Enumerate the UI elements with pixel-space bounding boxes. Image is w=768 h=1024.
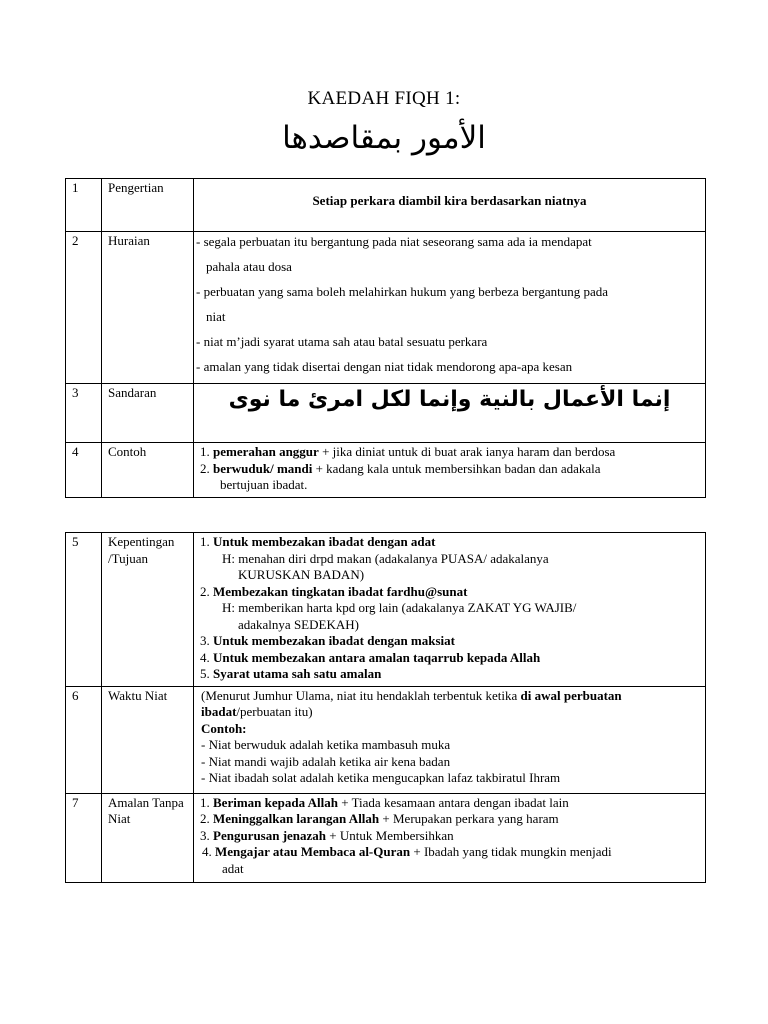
timing-cell [194,686,706,793]
deed-item [200,795,701,812]
deed-item [200,811,701,828]
hadith-text: إنما الأعمال بالنية وإنما لكل امرئ ما نوى [228,387,671,412]
item-detail: + Untuk Membersihkan [326,827,454,843]
explanation-line: pahala atau dosa [206,259,292,274]
item-term: Membezakan tingkatan ibadat fardhu@sunat [213,583,468,599]
item-detail: + Merupakan perkara yang haram [379,811,559,826]
item-term: berwuduk/ mandi [213,460,313,476]
item-number: 1. [200,794,210,810]
row-number: 3 [66,384,102,443]
kaedah-table-1 [65,178,706,498]
example-item [200,444,701,461]
row-label: Amalan Tanpa Niat [102,793,194,883]
deeds-cell [194,793,706,883]
explanation-line: - segala perbuatan itu bergantung pada niat seseorang sama ada ia mendapat [196,234,592,249]
example-cell [194,443,706,498]
timing-example: - Niat berwuduk adalah ketika mambasuh muka [201,737,451,752]
item-term: Untuk membezakan antara amalan taqarrub kepada Allah [213,649,541,665]
item-term: Mengajar atau Membaca al-Quran [215,844,411,859]
explanation-line: - perbuatan yang sama boleh melahirkan hukum yang berbeza bergantung pada [196,284,608,299]
row-number: 5 [66,533,102,687]
purpose-item [200,534,701,584]
row-number: 6 [66,686,102,793]
item-term: Untuk membezakan ibadat dengan adat [213,534,436,549]
row-label: Sandaran [102,384,194,443]
item-term: Syarat utama sah satu amalan [213,666,382,681]
item-term: Pengurusan jenazah [213,827,327,843]
row-label: Waktu Niat [102,686,194,793]
purpose-item [200,584,701,634]
item-example: KURUSKAN BADAN) [238,567,365,582]
intro-text: (Menurut Jumhur Ulama, niat itu hendaklah terbentuk ketika [201,687,521,703]
timing-intro [201,688,701,721]
definition-cell [194,179,706,232]
deed-item [200,844,701,877]
item-number: 1. [200,534,210,549]
item-number: 1. [200,444,210,459]
example-heading: Contoh: [201,720,247,736]
document-title: KAEDAH FIQH 1: [307,88,461,109]
intro-text: /perbuatan itu) [236,704,313,719]
item-example: H: memberikan harta kpd org lain (adakalanya ZAKAT YG WAJIB/ [222,600,577,615]
item-number: 2. [200,811,210,826]
purpose-cell [194,533,706,687]
table-row [66,443,706,498]
table-row [66,793,706,883]
item-term: Untuk membezakan ibadat dengan maksiat [213,633,455,648]
hadith-cell [194,384,706,443]
item-detail: + kadang kala untuk membersihkan badan dan adakala [312,460,601,476]
item-number: 4. [202,844,212,859]
row-number: 1 [66,179,102,232]
item-number: 2. [200,583,210,599]
timing-example: - Niat mandi wajib adalah ketika air kena badan [201,753,451,769]
table-row [66,533,706,687]
item-example: adakalnya SEDEKAH) [238,616,359,632]
table-row [66,232,706,384]
item-example: H: menahan diri drpd makan (adakalanya PUASA/ adakalanya [222,550,549,566]
timing-example: - Niat ibadah solat adalah ketika mengucapkan lafaz takbiratul Ihram [201,770,561,785]
row-label: Contoh [102,443,194,498]
explanation-line: - niat m’jadi syarat utama sah atau batal sesuatu perkara [196,334,488,349]
item-number: 5. [200,666,210,681]
item-number: 4. [200,649,210,665]
item-continuation: bertujuan ibadat. [220,477,308,492]
definition-text: Setiap perkara diambil kira berdasarkan niatnya [312,193,587,208]
table-row [66,384,706,443]
item-detail: + Tiada kesamaan antara dengan ibadat lain [337,794,569,810]
purpose-item [200,650,701,667]
row-label: Kepentingan /Tujuan [102,533,194,687]
example-item [200,461,701,494]
deed-item [200,828,701,845]
item-term: Meninggalkan larangan Allah [213,811,380,826]
row-label: Huraian [102,232,194,384]
table-row [66,686,706,793]
item-number: 3. [200,827,210,843]
explanation-cell [194,232,706,384]
intro-emphasis: di awal perbuatan ibadat [201,687,622,719]
purpose-item [200,633,701,650]
item-number: 2. [200,460,210,476]
item-term: pemerahan anggur [213,444,319,459]
row-number: 2 [66,232,102,384]
row-label: Pengertian [102,179,194,232]
arabic-title: الأمور بمقاصدها [282,120,486,156]
explanation-line: - amalan yang tidak disertai dengan niat tidak mendorong apa-apa kesan [196,359,573,374]
row-number: 7 [66,793,102,883]
item-detail: + Ibadah yang tidak mungkin menjadi [410,844,612,859]
row-number: 4 [66,443,102,498]
item-continuation: adat [222,860,244,876]
kaedah-table-2 [65,532,706,883]
purpose-item [200,666,701,683]
item-number: 3. [200,633,210,648]
table-row [66,179,706,232]
item-detail: + jika diniat untuk di buat arak ianya haram dan berdosa [318,444,616,459]
item-term: Beriman kepada Allah [213,794,338,810]
explanation-line: niat [206,309,226,324]
